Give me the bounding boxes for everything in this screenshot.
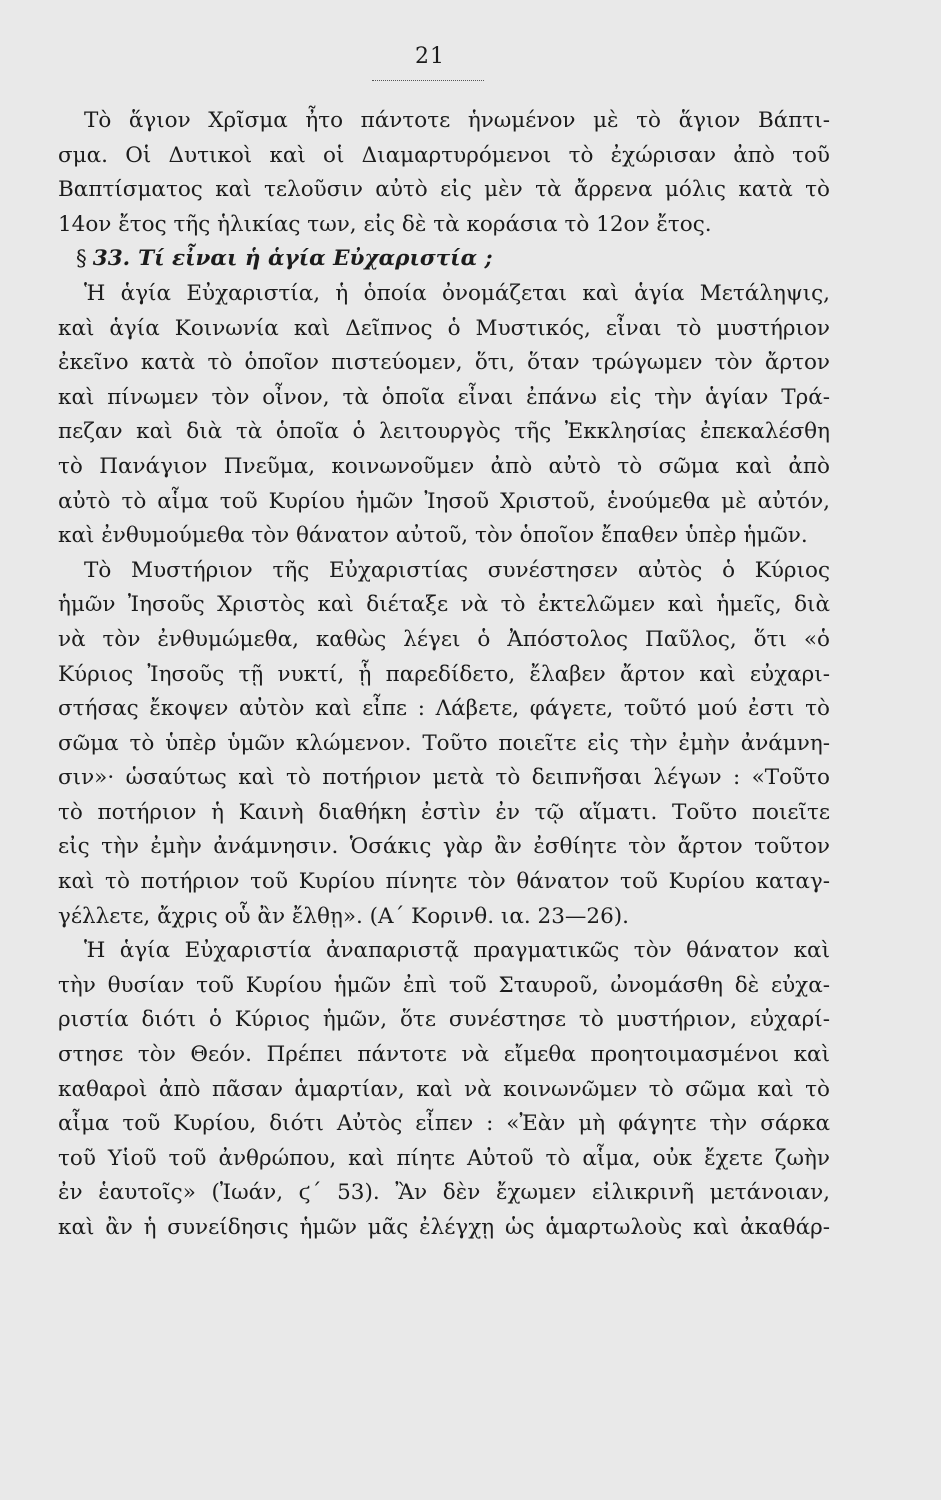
text-line: καὶ ἂν ἡ συνείδησις ἡμῶν μᾶς ἐλέγχῃ ὡς ἁμαρτωλοὺς καὶ ἀκαθάρ- — [58, 1215, 830, 1240]
text-line: καὶ ἁγία Κοινωνία καὶ Δεῖπνος ὁ Μυστικός, εἶναι τὸ μυστήριον — [58, 315, 830, 341]
paragraph-eucharist-sacrifice — [58, 934, 830, 1245]
text-line: ριστία διότι ὁ Κύριος ἡμῶν, ὅτε συνέστησε τὸ μυστήριον, εὐχαρί- — [58, 1007, 830, 1033]
section-symbol: § — [76, 246, 87, 272]
text-line: τοῦ Υἱοῦ τοῦ ἀνθρώπου, καὶ πίητε Αὐτοῦ τὸ αἷμα, οὐκ ἔχετε ζωὴν — [58, 1145, 830, 1171]
text-line: καὶ πίνωμεν τὸν οἶνον, τὰ ὁποῖα εἶναι ἐπάνω εἰς τὴν ἁγίαν Τρά- — [58, 384, 830, 410]
text-line: καὶ ἐνθυμούμεθα τὸν θάνατον αὐτοῦ, τὸν ὁποῖον ἔπαθεν ὑπὲρ ἡμῶν. — [58, 523, 808, 549]
text-line: σῶμα τὸ ὑπὲρ ὑμῶν κλώμενον. Τοῦτο ποιεῖτε εἰς τὴν ἐμὴν ἀνάμνη- — [58, 730, 830, 756]
text-line: στησε τὸν Θεόν. Πρέπει πάντοτε νὰ εἴμεθα προητοιμασμένοι καὶ — [58, 1042, 830, 1068]
paragraph-chrism — [58, 104, 830, 242]
text-line: σμα. Οἱ Δυτικοὶ καὶ οἱ Διαμαρτυρόμενοι τὸ ἐχώρισαν ἀπὸ τοῦ — [58, 142, 830, 168]
text-line: καθαροὶ ἀπὸ πᾶσαν ἁμαρτίαν, καὶ νὰ κοινωνῶμεν τὸ σῶμα καὶ τὸ — [58, 1076, 830, 1102]
text-line: εἰς τὴν ἐμὴν ἀνάμνησιν. Ὁσάκις γὰρ ἂν ἐσθίητε τὸν ἄρτον τοῦτον — [58, 834, 830, 860]
text-line: αὐτὸ τὸ αἷμα τοῦ Κυρίου ἡμῶν Ἰησοῦ Χριστοῦ, ἑνούμεθα μὲ αὐτόν, — [58, 488, 830, 514]
page-number-rule — [372, 80, 484, 81]
text-line: Βαπτίσματος καὶ τελοῦσιν αὐτὸ εἰς μὲν τὰ ἄρρενα μόλις κατὰ τὸ — [58, 177, 830, 203]
text-line: τὸ Πανάγιον Πνεῦμα, κοινωνοῦμεν ἀπὸ αὐτὸ τὸ σῶμα καὶ ἀπὸ — [58, 453, 830, 479]
paragraph-mystery-institution — [58, 554, 830, 935]
section-number: 33. — [92, 246, 131, 272]
text-line: Τὸ Μυστήριον τῆς Εὐχαριστίας συνέστησεν αὐτὸς ὁ Κύριος — [84, 557, 830, 583]
text-line: Κύριος Ἰησοῦς τῇ νυκτί, ᾗ παρεδίδετο, ἔλαβεν ἄρτον καὶ εὐχαρι- — [58, 661, 830, 687]
section-heading — [58, 242, 830, 277]
text-line: πεζαν καὶ διὰ τὰ ὁποῖα ὁ λειτουργὸς τῆς Ἐκκλησίας ἐπεκαλέσθη — [58, 419, 830, 445]
text-line: ἡμῶν Ἰησοῦς Χριστὸς καὶ διέταξε νὰ τὸ ἐκτελῶμεν καὶ ἡμεῖς, διὰ — [58, 592, 830, 618]
text-line: τὴν θυσίαν τοῦ Κυρίου ἡμῶν ἐπὶ τοῦ Σταυροῦ, ὠνομάσθη δὲ εὐχα- — [58, 972, 830, 998]
text-line: γέλλετε, ἄχρις οὗ ἂν ἔλθῃ». (Α΄ Κορινθ. ια. 23—26). — [58, 903, 629, 929]
text-line: Ἡ ἁγία Εὐχαριστία, ἡ ὁποία ὀνομάζεται καὶ ἁγία Μετάληψις, — [84, 280, 830, 306]
text-line: στήσας ἔκοψεν αὐτὸν καὶ εἶπε : Λάβετε, φάγετε, τοῦτό μού ἐστι τὸ — [58, 696, 830, 722]
section-title: Τί εἶναι ἡ ἁγία Εὐχαριστία ; — [138, 246, 493, 272]
text-line: τὸ ποτήριον ἡ Καινὴ διαθήκη ἐστὶν ἐν τῷ αἵματι. Τοῦτο ποιεῖτε — [58, 799, 830, 825]
page-number: 21 — [415, 44, 445, 69]
page-body — [58, 104, 830, 1246]
text-line: Τὸ ἅγιον Χρῖσμα ἦτο πάντοτε ἡνωμένον μὲ τὸ ἅγιον Βάπτι- — [84, 108, 830, 133]
text-line: σιν»· ὡσαύτως καὶ τὸ ποτήριον μετὰ τὸ δειπνῆσαι λέγων : «Τοῦτο — [58, 765, 830, 791]
text-line: αἷμα τοῦ Κυρίου, διότι Αὐτὸς εἶπεν : «Ἐὰν μὴ φάγητε τὴν σάρκα — [58, 1111, 830, 1137]
text-line: νὰ τὸν ἐνθυμώμεθα, καθὼς λέγει ὁ Ἀπόστολος Παῦλος, ὅτι «ὁ — [58, 626, 830, 652]
text-line: 14ον ἔτος τῆς ἡλικίας των, εἰς δὲ τὰ κοράσια τὸ 12ον ἔτος. — [58, 211, 712, 237]
paragraph-eucharist-definition — [58, 277, 830, 554]
text-line: ἐκεῖνο κατὰ τὸ ὁποῖον πιστεύομεν, ὅτι, ὅταν τρώγωμεν τὸν ἄρτον — [58, 350, 830, 376]
text-line: καὶ τὸ ποτήριον τοῦ Κυρίου πίνητε τὸν θάνατον τοῦ Κυρίου καταγ- — [58, 869, 830, 895]
text-line: ἐν ἑαυτοῖς» (Ἰωάν, ϛ΄ 53). Ἂν δὲν ἔχωμεν εἰλικρινῆ μετάνοιαν, — [58, 1180, 830, 1206]
text-line: Ἡ ἁγία Εὐχαριστία ἀναπαριστᾷ πραγματικῶς τὸν θάνατον καὶ — [84, 938, 830, 964]
